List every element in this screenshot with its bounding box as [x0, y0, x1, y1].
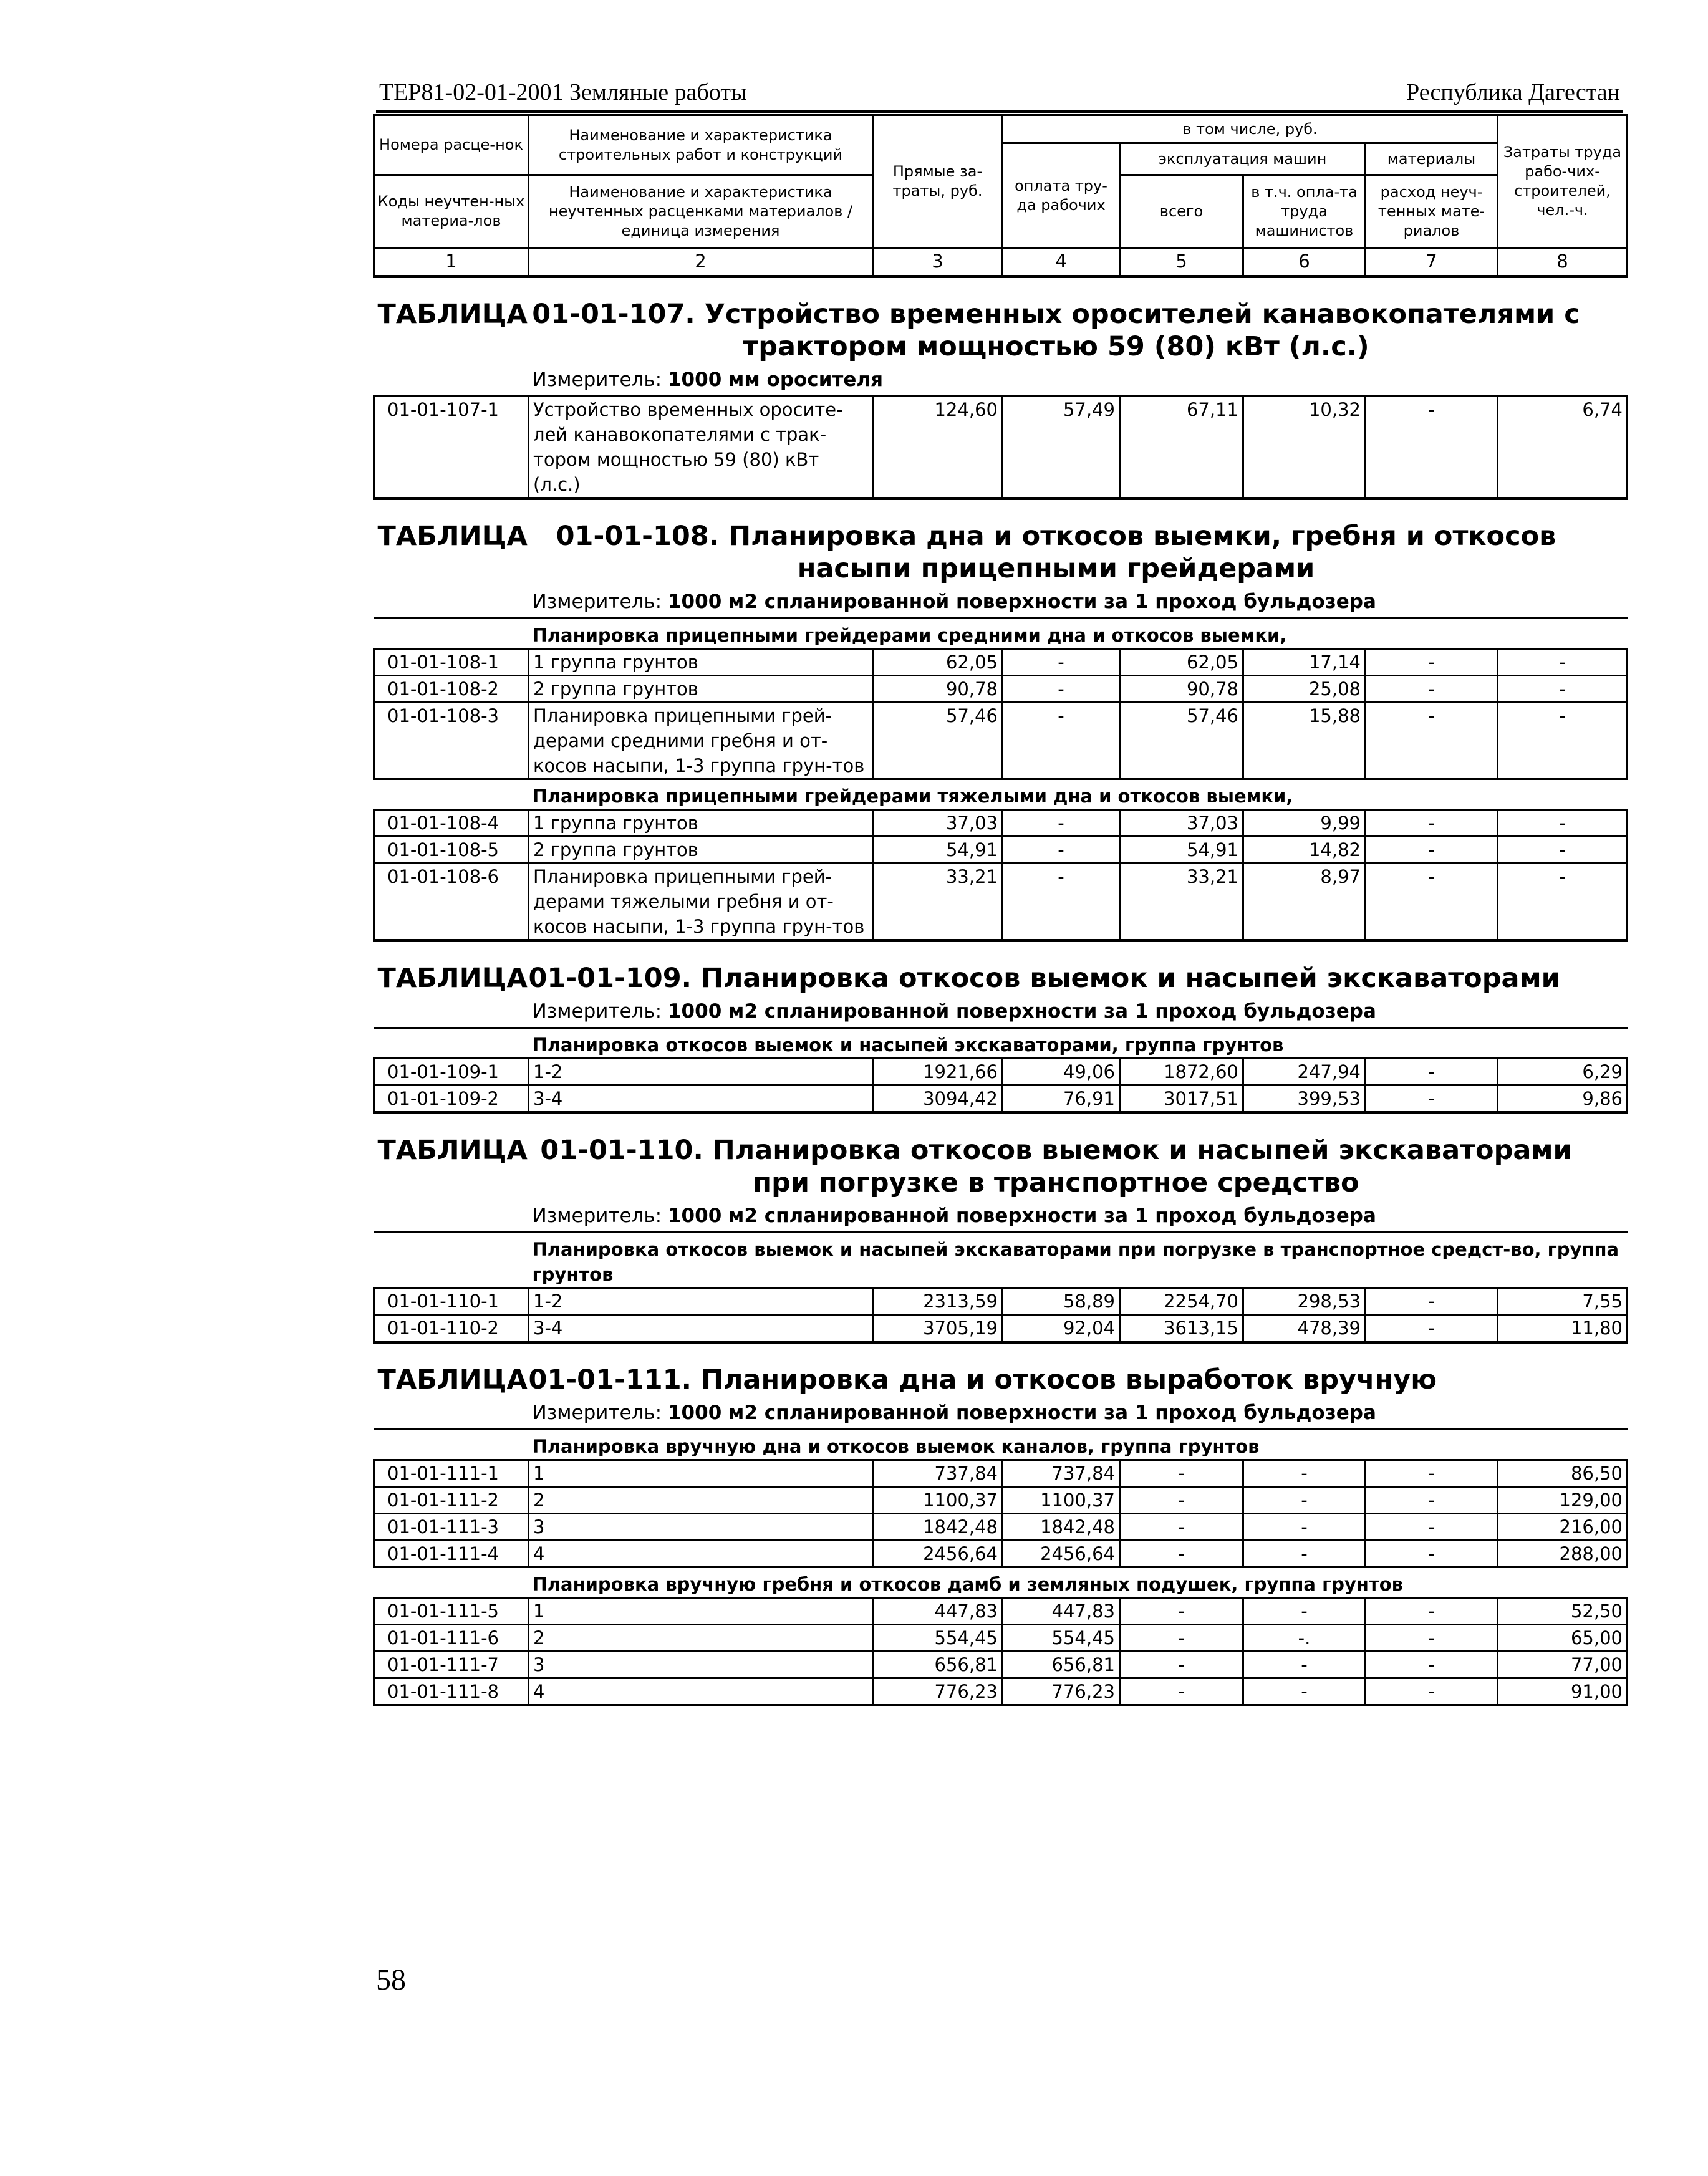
col6-header: в т.ч. опла-та труда машинистов [1243, 175, 1366, 248]
table-row [374, 1059, 1628, 1086]
materials-cost: - [1366, 1059, 1498, 1086]
col4-header: оплата тру-да рабочих [1003, 143, 1120, 248]
table-row [374, 1541, 1628, 1567]
group-subtitle: Планировка откосов выемок и насыпей экскаваторами при погрузке в транспортное средст-во, группа грунтов [529, 1233, 1628, 1288]
labor-pay: 2456,64 [1003, 1541, 1120, 1567]
operators-pay: 14,82 [1243, 837, 1366, 864]
labor-hours: 216,00 [1498, 1514, 1628, 1541]
rate-name: Планировка прицепными грей-дерами тяжелыми гребня и от-косов насыпи, 1-3 группа грун-тов [529, 864, 873, 941]
operators-pay: 298,53 [1243, 1288, 1366, 1315]
labor-pay: 656,81 [1003, 1652, 1120, 1678]
direct-costs: 737,84 [873, 1460, 1003, 1487]
materials-cost: - [1366, 1625, 1498, 1652]
operators-pay: -. [1243, 1625, 1366, 1652]
labor-pay: - [1003, 703, 1120, 779]
machines-total: 90,78 [1120, 676, 1243, 703]
table-title-row [374, 277, 1628, 363]
table-title-text: Планировка откосов выемок и насыпей экскаваторами [700, 963, 1560, 994]
materials-cost: - [1366, 649, 1498, 676]
rate-name: 1-2 [529, 1059, 873, 1086]
table-row [374, 810, 1628, 837]
rate-code: 01-01-111-2 [374, 1487, 529, 1514]
document-code-title: ТЕР81-02-01-2001 Земляные работы [379, 79, 747, 105]
machines-total: 62,05 [1120, 649, 1243, 676]
labor-pay: 1100,37 [1003, 1487, 1120, 1514]
rate-code: 01-01-109-1 [374, 1059, 529, 1086]
table-row [374, 1514, 1628, 1541]
machines-total: 2254,70 [1120, 1288, 1243, 1315]
col-number: 5 [1120, 248, 1243, 277]
materials-cost: - [1366, 703, 1498, 779]
operators-pay: - [1243, 1598, 1366, 1625]
table-code: 01-01-107. [532, 299, 695, 330]
materials-cost: - [1366, 837, 1498, 864]
incl-header: в том числе, руб. [1003, 115, 1498, 143]
rate-code: 01-01-108-3 [374, 703, 529, 779]
rate-code: 01-01-111-8 [374, 1678, 529, 1705]
page-header [376, 76, 1623, 113]
table-measure: Измеритель: 1000 мм оросителя [529, 363, 1628, 397]
labor-pay: - [1003, 864, 1120, 941]
machines-total: - [1120, 1678, 1243, 1705]
rate-name: Планировка прицепными грей-дерами средними гребня и от-косов насыпи, 1-3 группа грун-тов [529, 703, 873, 779]
table-code: 01-01-110. [540, 1135, 703, 1166]
region-name: Республика Дагестан [1406, 79, 1620, 105]
table-row [374, 1288, 1628, 1315]
materials-cost: - [1366, 1678, 1498, 1705]
col2-header-top: Наименование и характеристика строительных работ и конструкций [529, 115, 873, 175]
measure-row [374, 994, 1628, 1028]
direct-costs: 37,03 [873, 810, 1003, 837]
table-measure: Измеритель: 1000 м2 спланированной поверхности за 1 проход бульдозера [529, 994, 1628, 1028]
rate-code: 01-01-108-5 [374, 837, 529, 864]
table-title-text: Планировка дна и откосов выемки, гребня и откосов насыпи прицепными грейдерами [728, 521, 1556, 584]
table-code: 01-01-108. [556, 521, 720, 552]
materials-cost: - [1366, 1460, 1498, 1487]
operators-pay: - [1243, 1652, 1366, 1678]
operators-pay: 25,08 [1243, 676, 1366, 703]
group-subtitle-row [374, 1028, 1628, 1059]
col3-header: Прямые за-траты, руб. [873, 115, 1003, 248]
rate-code: 01-01-111-1 [374, 1460, 529, 1487]
operators-pay: - [1243, 1541, 1366, 1567]
labor-pay: 92,04 [1003, 1315, 1120, 1342]
direct-costs: 1100,37 [873, 1487, 1003, 1514]
materials-cost: - [1366, 1598, 1498, 1625]
rate-name: 2 [529, 1487, 873, 1514]
rate-name: 4 [529, 1541, 873, 1567]
table-title [529, 1113, 1628, 1200]
labor-pay: 737,84 [1003, 1460, 1120, 1487]
machines-total: - [1120, 1541, 1243, 1567]
direct-costs: 2456,64 [873, 1541, 1003, 1567]
direct-costs: 776,23 [873, 1678, 1003, 1705]
materials-cost: - [1366, 864, 1498, 941]
measure-row [374, 363, 1628, 397]
labor-pay: 1842,48 [1003, 1514, 1120, 1541]
col-number: 6 [1243, 248, 1366, 277]
direct-costs: 54,91 [873, 837, 1003, 864]
rate-name: 3-4 [529, 1315, 873, 1342]
rate-name: 3 [529, 1514, 873, 1541]
group-subtitle: Планировка откосов выемок и насыпей экскаваторами, группа грунтов [529, 1028, 1628, 1059]
machines-total: 33,21 [1120, 864, 1243, 941]
group-subtitle: Планировка прицепными грейдерами тяжелыми дна и откосов выемки, [529, 779, 1628, 810]
labor-pay: - [1003, 649, 1120, 676]
table-row [374, 1678, 1628, 1705]
labor-hours: 7,55 [1498, 1288, 1628, 1315]
table-title [529, 277, 1628, 363]
rate-code: 01-01-111-3 [374, 1514, 529, 1541]
labor-pay: 76,91 [1003, 1086, 1120, 1113]
labor-hours: 6,29 [1498, 1059, 1628, 1086]
rate-code: 01-01-108-1 [374, 649, 529, 676]
col2-header-bottom: Наименование и характеристика неучтенных расценками материалов / единица измерения [529, 175, 873, 248]
table-title-text: Планировка откосов выемок и насыпей экскаваторами при погрузке в транспортное средство [712, 1135, 1572, 1198]
table-title-row [374, 1113, 1628, 1200]
table-title [529, 499, 1628, 585]
table-row [374, 649, 1628, 676]
materials-cost: - [1366, 1652, 1498, 1678]
table-row [374, 1460, 1628, 1487]
machines-total: - [1120, 1625, 1243, 1652]
table-measure: Измеритель: 1000 м2 спланированной поверхности за 1 проход бульдозера [529, 1199, 1628, 1233]
table-title-row [374, 1342, 1628, 1397]
col-number: 2 [529, 248, 873, 277]
labor-pay: - [1003, 837, 1120, 864]
machines-total: - [1120, 1460, 1243, 1487]
machines-header: эксплуатация машин [1120, 143, 1366, 175]
machines-total: 1872,60 [1120, 1059, 1243, 1086]
machines-total: 3613,15 [1120, 1315, 1243, 1342]
rate-name: 4 [529, 1678, 873, 1705]
direct-costs: 656,81 [873, 1652, 1003, 1678]
materials-cost: - [1366, 397, 1498, 499]
direct-costs: 33,21 [873, 864, 1003, 941]
table-label: ТАБЛИЦА [374, 1342, 529, 1397]
operators-pay: 17,14 [1243, 649, 1366, 676]
page-number: 58 [376, 1963, 406, 1996]
table-row [374, 397, 1628, 499]
materials-cost: - [1366, 1514, 1498, 1541]
materials-header: материалы [1366, 143, 1498, 175]
labor-hours: 9,86 [1498, 1086, 1628, 1113]
group-subtitle-row [374, 779, 1628, 810]
rate-name: 1 группа грунтов [529, 810, 873, 837]
labor-hours: - [1498, 810, 1628, 837]
machines-total: 3017,51 [1120, 1086, 1243, 1113]
labor-hours: 86,50 [1498, 1460, 1628, 1487]
labor-hours: 129,00 [1498, 1487, 1628, 1514]
machines-total: - [1120, 1514, 1243, 1541]
table-row [374, 864, 1628, 941]
labor-pay: 57,49 [1003, 397, 1120, 499]
rate-name: 1 [529, 1460, 873, 1487]
rate-name: 1 группа грунтов [529, 649, 873, 676]
labor-hours: 6,74 [1498, 397, 1628, 499]
machines-total: - [1120, 1652, 1243, 1678]
rate-name: Устройство временных оросите-лей канавокопателями с трак-тором мощностью 59 (80) кВт (л.с.) [529, 397, 873, 499]
rate-code: 01-01-111-5 [374, 1598, 529, 1625]
table-row [374, 676, 1628, 703]
direct-costs: 447,83 [873, 1598, 1003, 1625]
measure-row [374, 1199, 1628, 1233]
labor-pay: 58,89 [1003, 1288, 1120, 1315]
col-number: 3 [873, 248, 1003, 277]
rate-code: 01-01-108-2 [374, 676, 529, 703]
operators-pay: 15,88 [1243, 703, 1366, 779]
direct-costs: 124,60 [873, 397, 1003, 499]
table-row [374, 703, 1628, 779]
labor-hours: 52,50 [1498, 1598, 1628, 1625]
rate-code: 01-01-110-2 [374, 1315, 529, 1342]
measure-row [374, 585, 1628, 619]
materials-cost: - [1366, 676, 1498, 703]
operators-pay: - [1243, 1678, 1366, 1705]
group-subtitle-row [374, 1430, 1628, 1460]
rate-name: 2 [529, 1625, 873, 1652]
col8-header: Затраты труда рабо-чих-строителей, чел.-ч. [1498, 115, 1628, 248]
col-number: 1 [374, 248, 529, 277]
table-row [374, 1625, 1628, 1652]
group-subtitle-row [374, 1567, 1628, 1598]
labor-hours: - [1498, 703, 1628, 779]
labor-hours: - [1498, 864, 1628, 941]
operators-pay: - [1243, 1514, 1366, 1541]
labor-pay: - [1003, 676, 1120, 703]
table-label: ТАБЛИЦА [374, 277, 529, 363]
materials-cost: - [1366, 1086, 1498, 1113]
table-code: 01-01-111. [528, 1364, 692, 1395]
materials-cost: - [1366, 1487, 1498, 1514]
table-title-row [374, 941, 1628, 995]
labor-hours: 288,00 [1498, 1541, 1628, 1567]
labor-pay: - [1003, 810, 1120, 837]
labor-pay: 554,45 [1003, 1625, 1120, 1652]
table-code: 01-01-109. [528, 963, 692, 994]
rate-code: 01-01-108-6 [374, 864, 529, 941]
direct-costs: 57,46 [873, 703, 1003, 779]
col-number: 4 [1003, 248, 1120, 277]
table-row [374, 1487, 1628, 1514]
group-subtitle: Планировка вручную гребня и откосов дамб и земляных подушек, группа грунтов [529, 1567, 1628, 1598]
group-subtitle: Планировка прицепными грейдерами средними дна и откосов выемки, [529, 619, 1628, 649]
labor-pay: 776,23 [1003, 1678, 1120, 1705]
operators-pay: - [1243, 1460, 1366, 1487]
labor-hours: 11,80 [1498, 1315, 1628, 1342]
operators-pay: 10,32 [1243, 397, 1366, 499]
col-number: 8 [1498, 248, 1628, 277]
group-subtitle-row [374, 1233, 1628, 1288]
rate-code: 01-01-111-6 [374, 1625, 529, 1652]
rate-code: 01-01-107-1 [374, 397, 529, 499]
table-title-text: Устройство временных оросителей канавокопателями с трактором мощностью 59 (80) кВт (л.с.) [704, 299, 1580, 362]
labor-hours: 65,00 [1498, 1625, 1628, 1652]
col-number: 7 [1366, 248, 1498, 277]
machines-total: - [1120, 1487, 1243, 1514]
rate-name: 1 [529, 1598, 873, 1625]
labor-hours: - [1498, 649, 1628, 676]
direct-costs: 1921,66 [873, 1059, 1003, 1086]
direct-costs: 554,45 [873, 1625, 1003, 1652]
group-subtitle: Планировка вручную дна и откосов выемок каналов, группа грунтов [529, 1430, 1628, 1460]
labor-hours: - [1498, 676, 1628, 703]
rates-table [373, 114, 1628, 1706]
table-row [374, 1598, 1628, 1625]
table-measure: Измеритель: 1000 м2 спланированной поверхности за 1 проход бульдозера [529, 585, 1628, 619]
rate-code: 01-01-110-1 [374, 1288, 529, 1315]
table-title [529, 941, 1628, 995]
rate-name: 2 группа грунтов [529, 837, 873, 864]
machines-total: 54,91 [1120, 837, 1243, 864]
table-title [529, 1342, 1628, 1397]
rate-name: 3 [529, 1652, 873, 1678]
column-numbers-row [374, 248, 1628, 277]
machines-total: 57,46 [1120, 703, 1243, 779]
table-title-text: Планировка дна и откосов выработок вручную [700, 1364, 1437, 1395]
materials-cost: - [1366, 1315, 1498, 1342]
rate-name: 3-4 [529, 1086, 873, 1113]
direct-costs: 3705,19 [873, 1315, 1003, 1342]
table-label: ТАБЛИЦА [374, 499, 529, 585]
col1-header-bottom: Коды неучтен-ных материа-лов [374, 175, 529, 248]
labor-pay: 49,06 [1003, 1059, 1120, 1086]
col7-header: расход неуч-тенных мате-риалов [1366, 175, 1498, 248]
machines-total: - [1120, 1598, 1243, 1625]
table-row [374, 837, 1628, 864]
machines-total: 67,11 [1120, 397, 1243, 499]
table-row [374, 1315, 1628, 1342]
operators-pay: 478,39 [1243, 1315, 1366, 1342]
col1-header-top: Номера расце-нок [374, 115, 529, 175]
rate-name: 1-2 [529, 1288, 873, 1315]
table-row [374, 1086, 1628, 1113]
machines-total: 37,03 [1120, 810, 1243, 837]
direct-costs: 90,78 [873, 676, 1003, 703]
header-row [374, 115, 1628, 143]
table-measure: Измеритель: 1000 м2 спланированной поверхности за 1 проход бульдозера [529, 1396, 1628, 1430]
operators-pay: 399,53 [1243, 1086, 1366, 1113]
rate-code: 01-01-111-4 [374, 1541, 529, 1567]
operators-pay: - [1243, 1487, 1366, 1514]
col5-header: всего [1120, 175, 1243, 248]
direct-costs: 62,05 [873, 649, 1003, 676]
table-label: ТАБЛИЦА [374, 941, 529, 995]
operators-pay: 8,97 [1243, 864, 1366, 941]
rate-name: 2 группа грунтов [529, 676, 873, 703]
materials-cost: - [1366, 810, 1498, 837]
table-title-row [374, 499, 1628, 585]
direct-costs: 1842,48 [873, 1514, 1003, 1541]
direct-costs: 2313,59 [873, 1288, 1003, 1315]
materials-cost: - [1366, 1288, 1498, 1315]
materials-cost: - [1366, 1541, 1498, 1567]
rate-code: 01-01-111-7 [374, 1652, 529, 1678]
group-subtitle-row [374, 619, 1628, 649]
measure-row [374, 1396, 1628, 1430]
rate-code: 01-01-109-2 [374, 1086, 529, 1113]
table-label: ТАБЛИЦА [374, 1113, 529, 1200]
labor-pay: 447,83 [1003, 1598, 1120, 1625]
labor-hours: - [1498, 837, 1628, 864]
table-row [374, 1652, 1628, 1678]
labor-hours: 77,00 [1498, 1652, 1628, 1678]
labor-hours: 91,00 [1498, 1678, 1628, 1705]
direct-costs: 3094,42 [873, 1086, 1003, 1113]
operators-pay: 247,94 [1243, 1059, 1366, 1086]
operators-pay: 9,99 [1243, 810, 1366, 837]
rate-code: 01-01-108-4 [374, 810, 529, 837]
